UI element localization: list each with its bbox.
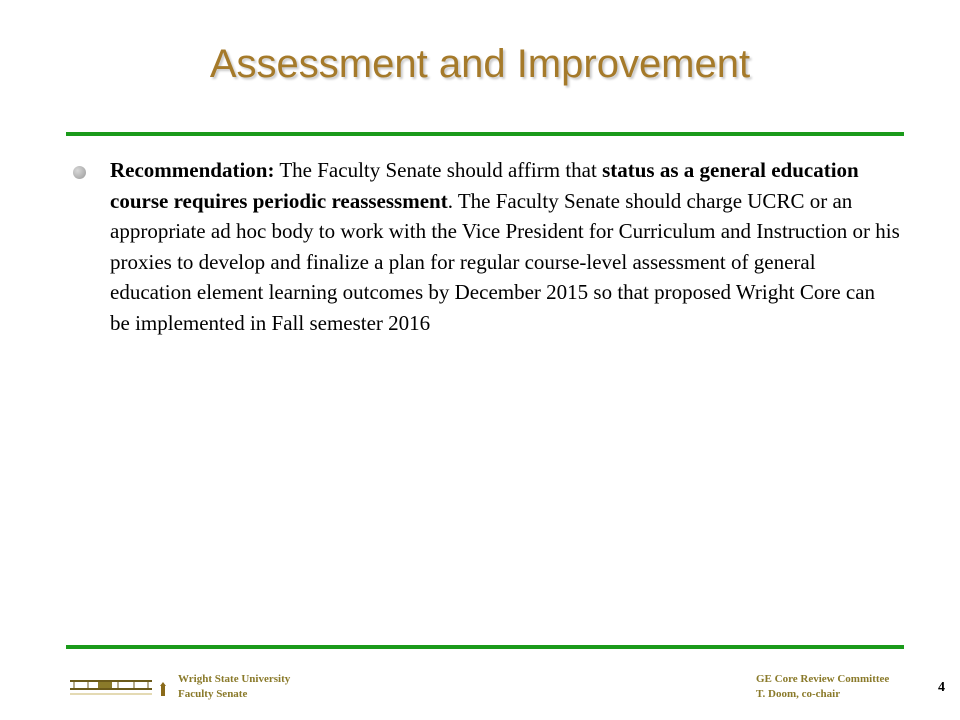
bullet-bold-phrase: status as a general education course requires periodic reassessment: [110, 158, 859, 213]
top-divider: [66, 132, 904, 136]
bottom-divider: [66, 645, 904, 649]
footer-right: [756, 672, 889, 702]
footer-left: [178, 672, 290, 702]
bullet-icon: [73, 166, 86, 179]
footer-senate: Faculty Senate: [178, 688, 248, 700]
slide-title: Assessment and Improvement: [209, 42, 751, 86]
footer-chair: T. Doom, co-chair: [756, 688, 841, 700]
footer-committee: GE Core Review Committee: [756, 673, 890, 685]
page-number: 4: [938, 680, 945, 695]
bullet-text-part-2: . The Faculty Senate should charge UCRC or an appropriate ad hoc body to work with the Vice President for Curriculum and Instruction or his proxies to develop and finalize a plan for regular course-level assessment of general education element learning outcomes by December 2015 so that proposed Wright Core can be implemented in Fall semester 2016: [110, 188, 900, 335]
recommendation-label: Recommendation:: [110, 158, 275, 182]
bullet-text-part-1: The Faculty Senate should affirm that: [274, 158, 603, 182]
footer-university: Wright State University: [178, 673, 291, 685]
wright-flyer-logo-icon: [68, 672, 178, 708]
bullet-text: [110, 155, 900, 338]
